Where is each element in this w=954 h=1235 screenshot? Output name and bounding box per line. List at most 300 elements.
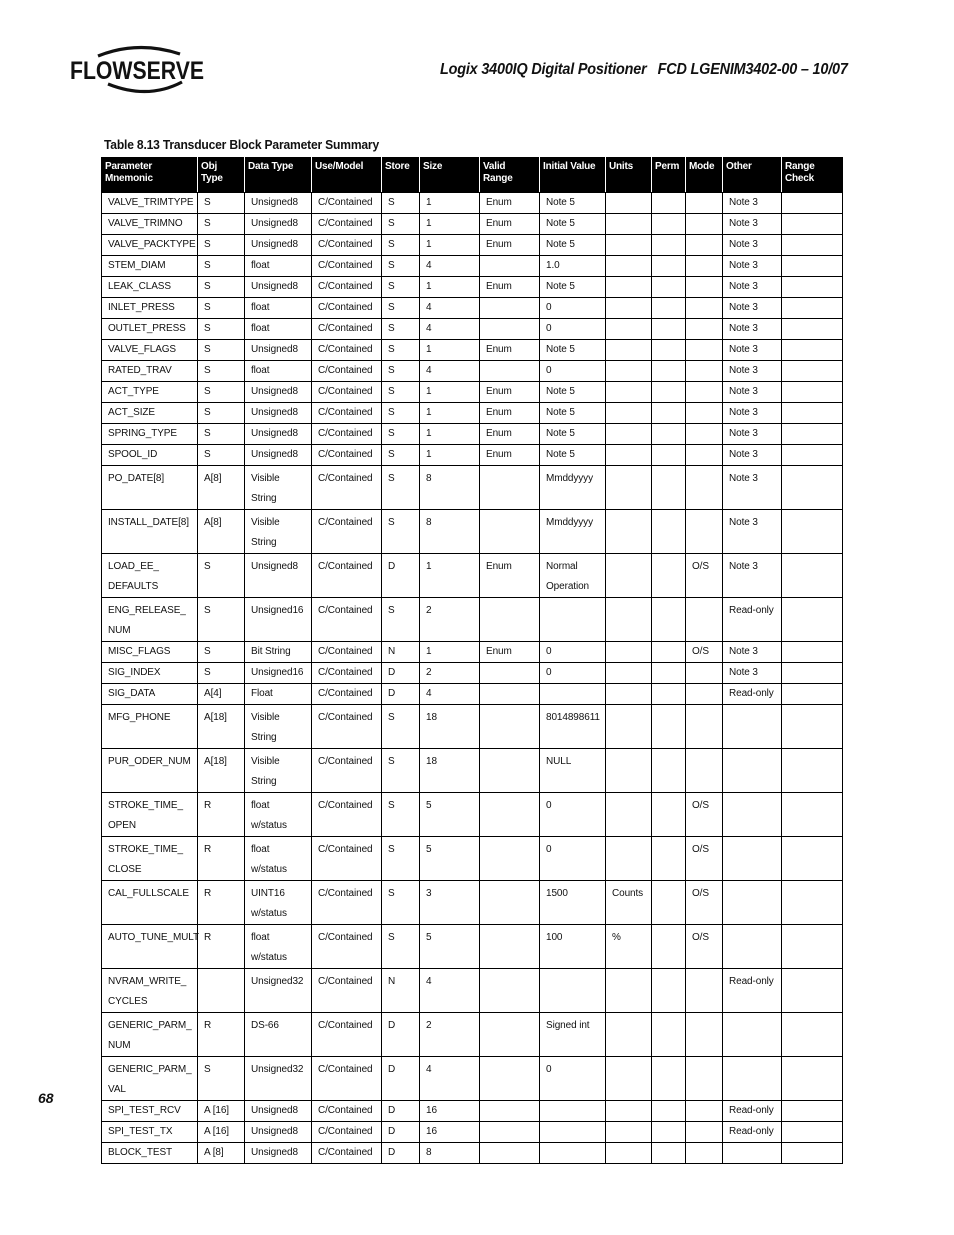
cell-other: Note 3: [723, 235, 782, 256]
cell-store: S: [382, 424, 420, 445]
cell-units: [606, 403, 652, 424]
cell-initial-value: NULL: [540, 749, 606, 793]
cell-perm: [652, 235, 686, 256]
cell-data-type: Unsigned16: [245, 598, 312, 642]
cell-obj-type: A [16]: [198, 1122, 245, 1143]
cell-perm: [652, 319, 686, 340]
flowserve-logo: [68, 42, 208, 96]
table-row: [102, 925, 843, 969]
cell-data-type: float w/status: [245, 925, 312, 969]
cell-use-model: C/Contained: [312, 256, 382, 277]
cell-store: D: [382, 1013, 420, 1057]
cell-valid-range: [480, 837, 540, 881]
cell-obj-type: A[8]: [198, 510, 245, 554]
cell-store: D: [382, 1057, 420, 1101]
cell-use-model: C/Contained: [312, 319, 382, 340]
cell-perm: [652, 793, 686, 837]
cell-obj-type: S: [198, 340, 245, 361]
cell-initial-value: Note 5: [540, 277, 606, 298]
cell-units: %: [606, 925, 652, 969]
cell-size: 16: [420, 1122, 480, 1143]
cell-store: S: [382, 881, 420, 925]
cell-store: N: [382, 642, 420, 663]
cell-valid-range: Enum: [480, 424, 540, 445]
cell-use-model: C/Contained: [312, 749, 382, 793]
cell-initial-value: 0: [540, 298, 606, 319]
cell-use-model: C/Contained: [312, 361, 382, 382]
cell-other: [723, 749, 782, 793]
cell-use-model: C/Contained: [312, 382, 382, 403]
cell-mode: O/S: [686, 881, 723, 925]
cell-obj-type: S: [198, 424, 245, 445]
cell-initial-value: 100: [540, 925, 606, 969]
cell-initial-value: Note 5: [540, 340, 606, 361]
cell-obj-type: S: [198, 382, 245, 403]
column-header-other: Other: [723, 158, 782, 193]
cell-range-check: [782, 298, 843, 319]
cell-initial-value: Note 5: [540, 403, 606, 424]
cell-perm: [652, 1122, 686, 1143]
cell-other: Note 3: [723, 510, 782, 554]
cell-other: Note 3: [723, 256, 782, 277]
cell-initial-value: 1500: [540, 881, 606, 925]
cell-initial-value: 0: [540, 642, 606, 663]
table-row: [102, 193, 843, 214]
cell-obj-type: A[8]: [198, 466, 245, 510]
cell-parameter-mnemonic: OUTLET_PRESS: [102, 319, 198, 340]
cell-parameter-mnemonic: LEAK_CLASS: [102, 277, 198, 298]
cell-valid-range: [480, 319, 540, 340]
cell-store: S: [382, 403, 420, 424]
cell-parameter-mnemonic: MFG_PHONE: [102, 705, 198, 749]
cell-obj-type: R: [198, 1013, 245, 1057]
cell-size: 1: [420, 382, 480, 403]
cell-obj-type: R: [198, 793, 245, 837]
cell-store: S: [382, 598, 420, 642]
cell-size: 4: [420, 298, 480, 319]
cell-size: 16: [420, 1101, 480, 1122]
cell-range-check: [782, 1122, 843, 1143]
table-row: [102, 298, 843, 319]
cell-use-model: C/Contained: [312, 969, 382, 1013]
cell-parameter-mnemonic: STROKE_TIME_ CLOSE: [102, 837, 198, 881]
cell-parameter-mnemonic: INSTALL_DATE[8]: [102, 510, 198, 554]
cell-units: [606, 319, 652, 340]
cell-units: [606, 466, 652, 510]
cell-store: S: [382, 319, 420, 340]
cell-size: 4: [420, 361, 480, 382]
cell-store: S: [382, 749, 420, 793]
column-header-use-model: Use/Model: [312, 158, 382, 193]
cell-data-type: Bit String: [245, 642, 312, 663]
cell-mode: O/S: [686, 554, 723, 598]
cell-perm: [652, 684, 686, 705]
cell-mode: [686, 214, 723, 235]
cell-parameter-mnemonic: MISC_FLAGS: [102, 642, 198, 663]
table-row: [102, 510, 843, 554]
cell-parameter-mnemonic: GENERIC_PARM_ NUM: [102, 1013, 198, 1057]
cell-initial-value: Note 5: [540, 235, 606, 256]
cell-units: [606, 684, 652, 705]
cell-store: S: [382, 361, 420, 382]
cell-perm: [652, 298, 686, 319]
column-header-valid-range: Valid Range: [480, 158, 540, 193]
cell-other: Read-only: [723, 684, 782, 705]
table-row: [102, 642, 843, 663]
cell-perm: [652, 193, 686, 214]
cell-use-model: C/Contained: [312, 837, 382, 881]
cell-size: 18: [420, 749, 480, 793]
cell-store: D: [382, 554, 420, 598]
cell-range-check: [782, 235, 843, 256]
cell-mode: [686, 1122, 723, 1143]
flowserve-logo-mark: [68, 42, 208, 96]
page-number: 68: [38, 1090, 54, 1106]
cell-units: [606, 510, 652, 554]
cell-perm: [652, 510, 686, 554]
cell-mode: [686, 319, 723, 340]
cell-units: [606, 277, 652, 298]
cell-range-check: [782, 445, 843, 466]
cell-use-model: C/Contained: [312, 705, 382, 749]
cell-obj-type: R: [198, 837, 245, 881]
cell-other: Note 3: [723, 382, 782, 403]
cell-units: [606, 193, 652, 214]
cell-use-model: C/Contained: [312, 554, 382, 598]
cell-other: [723, 925, 782, 969]
cell-store: S: [382, 235, 420, 256]
cell-use-model: C/Contained: [312, 925, 382, 969]
cell-mode: [686, 969, 723, 1013]
cell-other: Read-only: [723, 598, 782, 642]
cell-parameter-mnemonic: STROKE_TIME_ OPEN: [102, 793, 198, 837]
cell-obj-type: S: [198, 598, 245, 642]
cell-units: [606, 969, 652, 1013]
cell-use-model: C/Contained: [312, 663, 382, 684]
cell-data-type: Unsigned8: [245, 277, 312, 298]
cell-size: 1: [420, 424, 480, 445]
cell-size: 4: [420, 256, 480, 277]
cell-mode: [686, 445, 723, 466]
cell-mode: [686, 1057, 723, 1101]
cell-parameter-mnemonic: NVRAM_WRITE_ CYCLES: [102, 969, 198, 1013]
cell-initial-value: 0: [540, 663, 606, 684]
cell-valid-range: Enum: [480, 214, 540, 235]
cell-data-type: Unsigned8: [245, 1122, 312, 1143]
cell-obj-type: S: [198, 214, 245, 235]
cell-range-check: [782, 382, 843, 403]
cell-initial-value: 1.0: [540, 256, 606, 277]
cell-use-model: C/Contained: [312, 1013, 382, 1057]
cell-parameter-mnemonic: ACT_SIZE: [102, 403, 198, 424]
cell-initial-value: 8014898611: [540, 705, 606, 749]
cell-other: [723, 1013, 782, 1057]
cell-size: 2: [420, 663, 480, 684]
cell-obj-type: S: [198, 298, 245, 319]
cell-perm: [652, 466, 686, 510]
table-row: [102, 837, 843, 881]
table-row: [102, 663, 843, 684]
cell-store: S: [382, 466, 420, 510]
table-row: [102, 881, 843, 925]
cell-parameter-mnemonic: VALVE_TRIMNO: [102, 214, 198, 235]
table-row: [102, 1101, 843, 1122]
cell-obj-type: S: [198, 445, 245, 466]
cell-valid-range: Enum: [480, 235, 540, 256]
cell-initial-value: Note 5: [540, 382, 606, 403]
cell-valid-range: [480, 598, 540, 642]
cell-range-check: [782, 793, 843, 837]
cell-obj-type: S: [198, 319, 245, 340]
cell-units: [606, 793, 652, 837]
cell-valid-range: [480, 1013, 540, 1057]
cell-data-type: DS-66: [245, 1013, 312, 1057]
cell-store: S: [382, 510, 420, 554]
cell-initial-value: Note 5: [540, 445, 606, 466]
cell-valid-range: [480, 1122, 540, 1143]
cell-data-type: Unsigned8: [245, 403, 312, 424]
table-row: [102, 749, 843, 793]
cell-parameter-mnemonic: VALVE_FLAGS: [102, 340, 198, 361]
cell-units: [606, 749, 652, 793]
cell-units: [606, 298, 652, 319]
cell-initial-value: 0: [540, 319, 606, 340]
cell-parameter-mnemonic: ACT_TYPE: [102, 382, 198, 403]
cell-mode: O/S: [686, 642, 723, 663]
cell-valid-range: [480, 881, 540, 925]
cell-initial-value: 0: [540, 1057, 606, 1101]
cell-perm: [652, 256, 686, 277]
cell-size: 8: [420, 510, 480, 554]
cell-data-type: float: [245, 298, 312, 319]
cell-parameter-mnemonic: STEM_DIAM: [102, 256, 198, 277]
cell-parameter-mnemonic: RATED_TRAV: [102, 361, 198, 382]
cell-perm: [652, 403, 686, 424]
cell-parameter-mnemonic: VALVE_PACKTYPE: [102, 235, 198, 256]
cell-use-model: C/Contained: [312, 277, 382, 298]
cell-use-model: C/Contained: [312, 340, 382, 361]
cell-initial-value: [540, 684, 606, 705]
cell-range-check: [782, 466, 843, 510]
cell-perm: [652, 424, 686, 445]
cell-perm: [652, 642, 686, 663]
cell-store: D: [382, 1122, 420, 1143]
cell-parameter-mnemonic: CAL_FULLSCALE: [102, 881, 198, 925]
cell-perm: [652, 554, 686, 598]
cell-data-type: Float: [245, 684, 312, 705]
cell-parameter-mnemonic: SIG_INDEX: [102, 663, 198, 684]
cell-parameter-mnemonic: PO_DATE[8]: [102, 466, 198, 510]
table-row: [102, 793, 843, 837]
cell-other: Note 3: [723, 554, 782, 598]
cell-range-check: [782, 340, 843, 361]
cell-perm: [652, 925, 686, 969]
cell-store: S: [382, 382, 420, 403]
cell-parameter-mnemonic: VALVE_TRIMTYPE: [102, 193, 198, 214]
cell-store: S: [382, 837, 420, 881]
column-header-size: Size: [420, 158, 480, 193]
cell-data-type: Unsigned8: [245, 382, 312, 403]
cell-units: [606, 837, 652, 881]
cell-perm: [652, 881, 686, 925]
table-body: [102, 193, 843, 1164]
cell-other: [723, 705, 782, 749]
cell-initial-value: [540, 969, 606, 1013]
cell-data-type: Unsigned8: [245, 340, 312, 361]
cell-initial-value: Mmddyyyy: [540, 510, 606, 554]
cell-parameter-mnemonic: SPI_TEST_RCV: [102, 1101, 198, 1122]
logo-wordmark: FLOWSERVE: [70, 57, 204, 85]
cell-mode: [686, 749, 723, 793]
cell-valid-range: [480, 1143, 540, 1164]
table-row: [102, 403, 843, 424]
cell-range-check: [782, 510, 843, 554]
cell-size: 2: [420, 1013, 480, 1057]
cell-use-model: C/Contained: [312, 1101, 382, 1122]
table-row: [102, 277, 843, 298]
cell-perm: [652, 1057, 686, 1101]
cell-valid-range: Enum: [480, 382, 540, 403]
cell-parameter-mnemonic: SIG_DATA: [102, 684, 198, 705]
column-header-units: Units: [606, 158, 652, 193]
cell-range-check: [782, 925, 843, 969]
cell-initial-value: 0: [540, 793, 606, 837]
cell-other: Note 3: [723, 361, 782, 382]
cell-units: [606, 382, 652, 403]
cell-units: [606, 1057, 652, 1101]
cell-initial-value: Mmddyyyy: [540, 466, 606, 510]
cell-size: 5: [420, 793, 480, 837]
cell-perm: [652, 214, 686, 235]
cell-data-type: float: [245, 256, 312, 277]
cell-mode: O/S: [686, 925, 723, 969]
cell-data-type: Visible String: [245, 510, 312, 554]
cell-data-type: float: [245, 319, 312, 340]
cell-valid-range: Enum: [480, 277, 540, 298]
cell-units: [606, 554, 652, 598]
cell-mode: [686, 466, 723, 510]
cell-valid-range: [480, 749, 540, 793]
cell-units: [606, 598, 652, 642]
cell-other: Note 3: [723, 403, 782, 424]
cell-range-check: [782, 749, 843, 793]
cell-size: 4: [420, 969, 480, 1013]
cell-store: N: [382, 969, 420, 1013]
cell-store: S: [382, 793, 420, 837]
cell-size: 4: [420, 1057, 480, 1101]
cell-perm: [652, 1101, 686, 1122]
cell-mode: [686, 403, 723, 424]
cell-range-check: [782, 663, 843, 684]
table-row: [102, 1122, 843, 1143]
cell-store: S: [382, 445, 420, 466]
cell-data-type: float: [245, 361, 312, 382]
cell-obj-type: A [8]: [198, 1143, 245, 1164]
cell-units: [606, 663, 652, 684]
cell-perm: [652, 1013, 686, 1057]
cell-range-check: [782, 598, 843, 642]
column-header-data-type: Data Type: [245, 158, 312, 193]
cell-mode: [686, 235, 723, 256]
cell-units: [606, 705, 652, 749]
cell-mode: [686, 684, 723, 705]
cell-obj-type: S: [198, 361, 245, 382]
cell-other: [723, 837, 782, 881]
cell-obj-type: S: [198, 403, 245, 424]
table-row: [102, 256, 843, 277]
cell-parameter-mnemonic: INLET_PRESS: [102, 298, 198, 319]
cell-use-model: C/Contained: [312, 1143, 382, 1164]
cell-other: Note 3: [723, 424, 782, 445]
cell-units: [606, 256, 652, 277]
cell-obj-type: A[18]: [198, 749, 245, 793]
cell-other: Note 3: [723, 466, 782, 510]
cell-data-type: Unsigned8: [245, 554, 312, 598]
cell-parameter-mnemonic: ENG_RELEASE_ NUM: [102, 598, 198, 642]
cell-obj-type: [198, 969, 245, 1013]
cell-initial-value: 0: [540, 361, 606, 382]
cell-data-type: Visible String: [245, 705, 312, 749]
cell-perm: [652, 1143, 686, 1164]
table-row: [102, 969, 843, 1013]
cell-range-check: [782, 214, 843, 235]
cell-obj-type: R: [198, 881, 245, 925]
cell-store: S: [382, 298, 420, 319]
cell-size: 1: [420, 642, 480, 663]
cell-range-check: [782, 361, 843, 382]
cell-parameter-mnemonic: BLOCK_TEST: [102, 1143, 198, 1164]
cell-units: [606, 1122, 652, 1143]
cell-data-type: Visible String: [245, 466, 312, 510]
cell-valid-range: [480, 361, 540, 382]
cell-size: 5: [420, 837, 480, 881]
cell-store: S: [382, 705, 420, 749]
cell-valid-range: [480, 298, 540, 319]
table-row: [102, 1013, 843, 1057]
cell-initial-value: [540, 598, 606, 642]
table-row: [102, 445, 843, 466]
cell-use-model: C/Contained: [312, 424, 382, 445]
cell-parameter-mnemonic: SPI_TEST_TX: [102, 1122, 198, 1143]
cell-use-model: C/Contained: [312, 193, 382, 214]
cell-other: [723, 881, 782, 925]
cell-size: 18: [420, 705, 480, 749]
cell-units: [606, 361, 652, 382]
table-row: [102, 214, 843, 235]
cell-other: [723, 793, 782, 837]
cell-store: D: [382, 1143, 420, 1164]
cell-data-type: float w/status: [245, 837, 312, 881]
cell-mode: [686, 1101, 723, 1122]
table-row: [102, 382, 843, 403]
cell-units: [606, 1101, 652, 1122]
column-header-perm: Perm: [652, 158, 686, 193]
cell-initial-value: 0: [540, 837, 606, 881]
cell-store: D: [382, 1101, 420, 1122]
column-header-parameter-mnemonic: Parameter Mnemonic: [102, 158, 198, 193]
cell-use-model: C/Contained: [312, 510, 382, 554]
cell-use-model: C/Contained: [312, 684, 382, 705]
cell-initial-value: Normal Operation: [540, 554, 606, 598]
cell-mode: [686, 256, 723, 277]
cell-other: Note 3: [723, 298, 782, 319]
cell-perm: [652, 382, 686, 403]
cell-size: 4: [420, 319, 480, 340]
cell-valid-range: Enum: [480, 445, 540, 466]
cell-store: S: [382, 340, 420, 361]
table-row: [102, 554, 843, 598]
cell-parameter-mnemonic: AUTO_TUNE_MULT: [102, 925, 198, 969]
